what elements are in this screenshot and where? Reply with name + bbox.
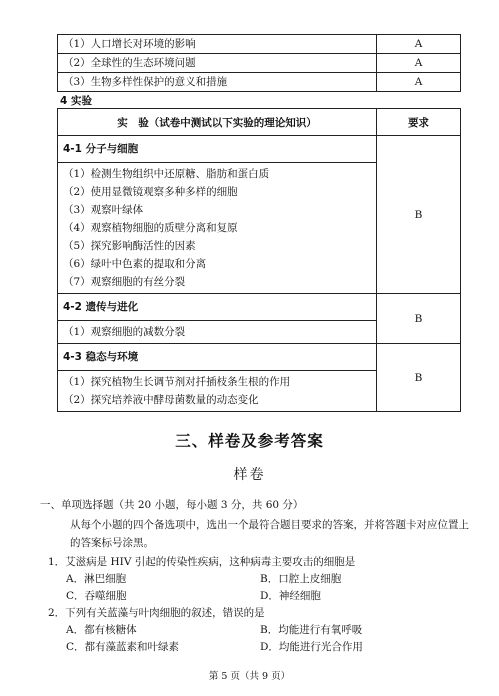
question-2-option-a: A．都有核糖体 — [66, 624, 137, 636]
list-item: （5）探究影响酶活性的因素 — [63, 240, 196, 252]
instruction-text: 从每个小题的四个备选项中，选出一个最符合题目要求的答案，并将答题卡对应位置上 — [70, 519, 469, 531]
list-item: （2）使用显微镜观察多种多样的细胞 — [63, 186, 238, 198]
group-title-cell — [58, 294, 377, 321]
table-cell-topic — [58, 73, 377, 92]
table-row — [58, 54, 461, 73]
group-items-cell — [58, 371, 377, 412]
requirements-table-environment — [57, 34, 461, 92]
group-title-row — [58, 136, 461, 163]
topic-text: （1）人口增长对环境的影响 — [63, 38, 196, 50]
group-title-row — [58, 344, 461, 371]
list-item: （1）检测生物组织中还原糖、脂肪和蛋白质 — [63, 168, 270, 180]
question-2-option-b: B．均能进行有氧呼吸 — [260, 624, 363, 636]
question-1-stem: 1．艾滋病是 HIV 引起的传染性疾病，这种病毒主要攻击的细胞是 — [48, 556, 356, 568]
column-header-requirement: 要求 — [377, 109, 461, 136]
group-title: 4-3 稳态与环境 — [63, 351, 139, 363]
question-2-option-d: D．均能进行光合作用 — [260, 641, 363, 653]
table-cell-requirement: A — [377, 73, 461, 92]
group-title-cell — [58, 344, 377, 371]
topic-text: （3）生物多样性保护的意义和措施 — [63, 76, 228, 88]
table-cell-topic — [58, 54, 377, 73]
instruction-text-continued: 的答案标号涂黑。 — [70, 537, 154, 549]
question-1-option-a: A．淋巴细胞 — [66, 573, 127, 585]
question-2-option-c: C．都有藻蓝素和叶绿素 — [66, 641, 180, 653]
requirements-table-experiments — [57, 108, 461, 412]
list-item: （3）观察叶绿体 — [63, 204, 144, 216]
question-2-stem: 2．下列有关蓝藻与叶肉细胞的叙述，错误的是 — [48, 607, 265, 619]
question-1-option-c: C．吞噬细胞 — [66, 590, 127, 602]
question-1-option-d: D．神经细胞 — [260, 590, 321, 602]
topic-text: （2）全球性的生态环境问题 — [63, 57, 196, 69]
sample-paper-heading: 样卷 — [233, 467, 266, 483]
group-items-cell — [58, 321, 377, 344]
section-label-experiments: 4 实验 — [60, 95, 92, 107]
list-item: （6）绿叶中色素的提取和分离 — [63, 258, 207, 270]
table-cell-topic — [58, 35, 377, 54]
group-requirement: B — [377, 136, 461, 294]
group-title: 4-1 分子与细胞 — [63, 143, 139, 155]
table-cell-requirement: A — [377, 54, 461, 73]
group-title-cell — [58, 136, 377, 163]
table-header-row — [58, 109, 461, 136]
list-item: （7）观察细胞的有丝分裂 — [63, 276, 186, 288]
page-footer: 第 5 页（共 9 页） — [208, 671, 291, 682]
table-cell-requirement: A — [377, 35, 461, 54]
column-header-experiment: 实 验（试卷中测试以下实验的理论知识） — [58, 109, 377, 136]
question-1-option-b: B．口腔上皮细胞 — [260, 573, 342, 585]
list-item: （1）观察细胞的减数分裂 — [63, 326, 186, 338]
group-title-row — [58, 294, 461, 321]
group-requirement: B — [377, 344, 461, 412]
table-row — [58, 35, 461, 54]
group-requirement: B — [377, 294, 461, 344]
table-row — [58, 73, 461, 92]
list-item: （4）观察植物细胞的质壁分离和复原 — [63, 222, 238, 234]
part-title: 一、单项选择题（共 20 小题，每小题 3 分，共 60 分） — [40, 499, 304, 511]
list-item: （2）探究培养液中酵母菌数量的动态变化 — [63, 394, 259, 406]
group-items-cell — [58, 163, 377, 294]
list-item: （1）探究植物生长调节剂对扦插枝条生根的作用 — [63, 376, 291, 388]
section-heading: 三、样卷及参考答案 — [175, 432, 324, 450]
group-title: 4-2 遗传与进化 — [63, 301, 139, 313]
